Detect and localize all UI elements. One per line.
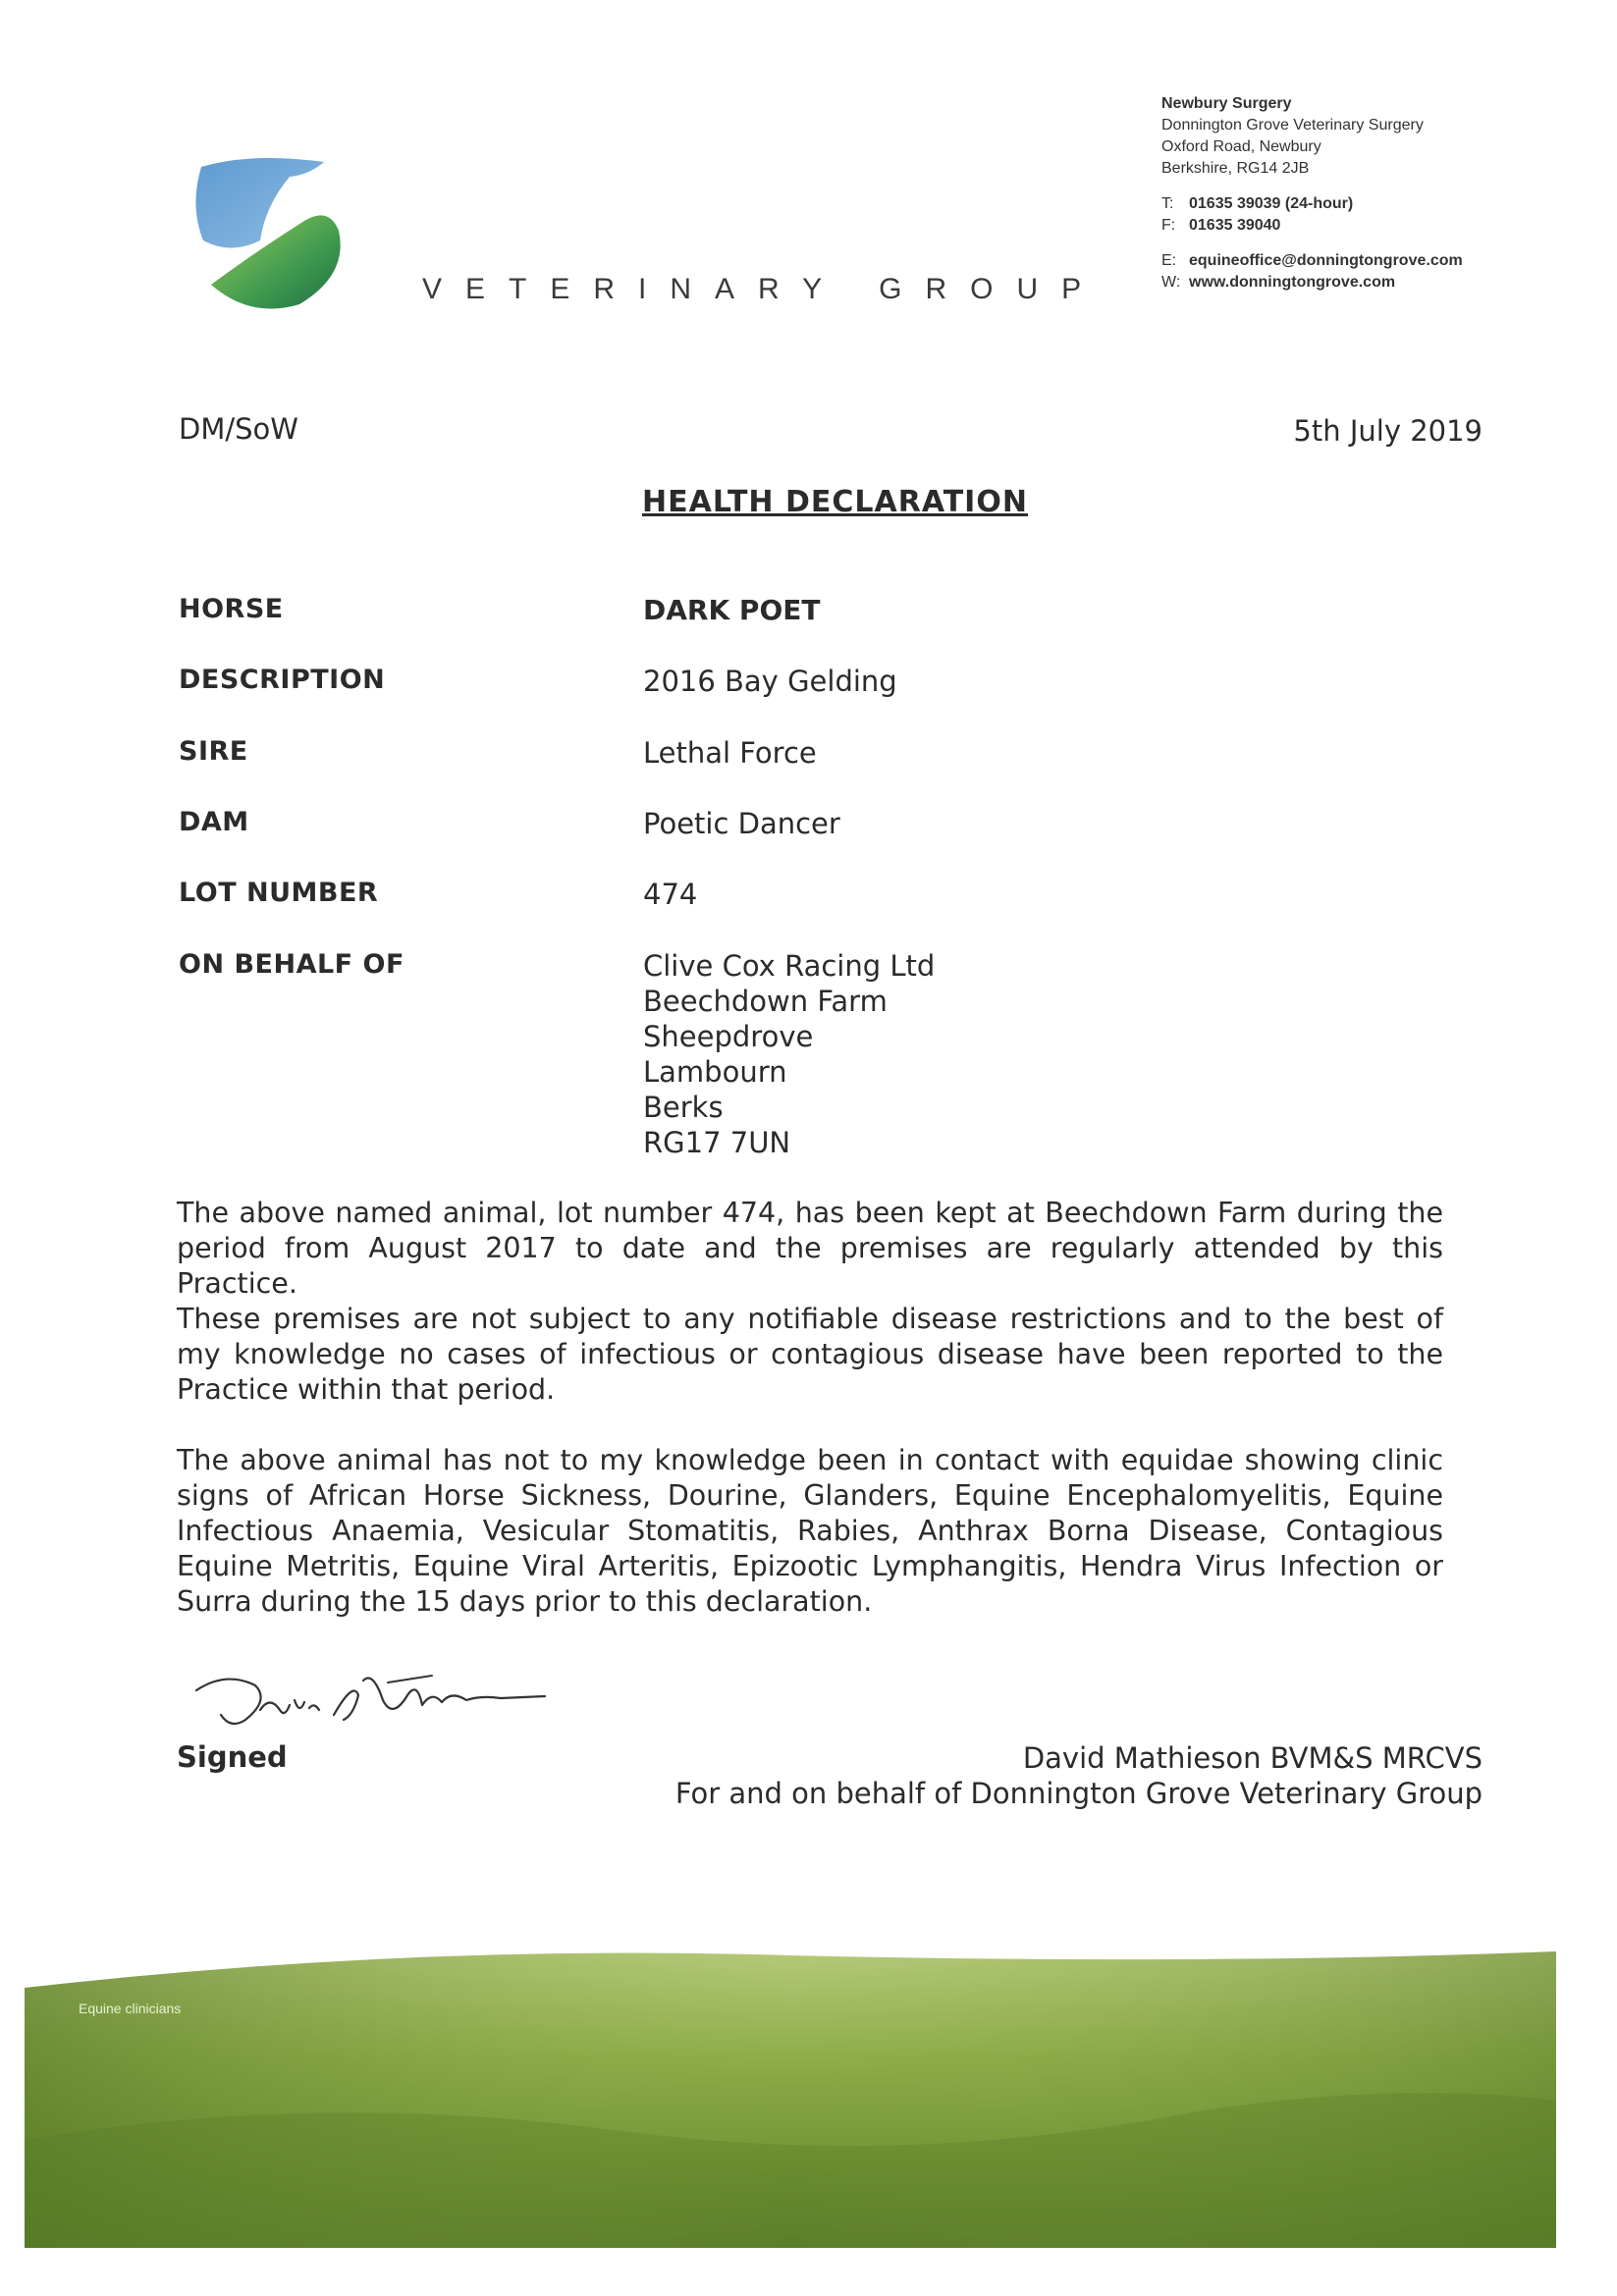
field-label-on-behalf-of: ON BEHALF OF <box>179 949 404 980</box>
field-label-description: DESCRIPTION <box>179 665 386 695</box>
website: W: www.donningtongrove.com <box>1161 274 1396 291</box>
body-paragraph-3: The above animal has not to my knowledge been in contact with equidae showing clinic signs of African Horse Sickness, Dourine, Glanders, Equine Encephalomyelitis, Equine Infectious Anaemia, Vesicular Stomatitis, Rabies, Anthrax Borna Disease, Contagious Equine Metritis, Equine Viral Arteritis, Epizootic Lymphangitis, Hendra Virus Infection or Surra during the 15 days prior to this declaration. <box>177 1444 1443 1618</box>
address-line: Sheepdrove <box>643 1020 814 1053</box>
field-value-description: 2016 Bay Gelding <box>643 665 897 698</box>
address-line: RG17 7UN <box>643 1126 791 1159</box>
address-line: Berks <box>643 1091 724 1124</box>
field-label-horse: HORSE <box>179 594 284 624</box>
signer-block <box>675 1740 1482 1811</box>
field-value-on-behalf-of <box>643 948 935 1160</box>
signed-label: Signed <box>177 1740 288 1774</box>
address-line: Berkshire, RG14 2JB <box>1161 160 1310 177</box>
practice-address <box>1161 93 1463 294</box>
fax: F: 01635 39040 <box>1161 217 1281 234</box>
address-line: Oxford Road, Newbury <box>1161 138 1321 155</box>
field-label-lot-number: LOT NUMBER <box>179 878 379 908</box>
footer-caption: Equine clinicians <box>79 2001 182 2016</box>
brand-tagline: VETERINARY GROUP <box>422 273 1105 305</box>
field-value-sire: Lethal Force <box>643 736 817 770</box>
field-value-dam: Poetic Dancer <box>643 807 840 840</box>
letter-date: 5th July 2019 <box>1293 414 1482 448</box>
body-paragraph-2: These premises are not subject to any notifiable disease restrictions and to the best of my knowledge no cases of infectious or contagious disease have been reported to the Practice within that period. <box>177 1303 1443 1406</box>
footer-banner <box>25 1944 1556 2248</box>
surgery-name: Newbury Surgery <box>1161 95 1292 112</box>
reference: DM/SoW <box>179 412 298 446</box>
signer-organisation: For and on behalf of Donnington Grove Veterinary Group <box>674 1777 1482 1810</box>
page-title: HEALTH DECLARATION <box>642 485 1028 519</box>
address-line: Clive Cox Racing Ltd <box>643 949 936 983</box>
logo-icon <box>191 147 358 319</box>
field-value-lot-number: 474 <box>643 878 698 911</box>
email: E: equineoffice@donningtongrove.com <box>1161 252 1463 269</box>
field-label-dam: DAM <box>179 807 249 837</box>
signer-name: David Mathieson BVM&S MRCVS <box>1022 1741 1482 1775</box>
address-line: Lambourn <box>643 1055 787 1089</box>
address-line: Donnington Grove Veterinary Surgery <box>1161 117 1424 133</box>
signature <box>187 1661 550 1739</box>
field-label-sire: SIRE <box>179 736 248 767</box>
telephone: T: 01635 39039 (24-hour) <box>1161 195 1354 212</box>
field-value-horse: DARK POET <box>643 594 821 626</box>
address-line: Beechdown Farm <box>643 985 888 1018</box>
body-paragraph-1: The above named animal, lot number 474, has been kept at Beechdown Farm during the period from August 2017 to date and the premises are regularly attended by this Practice. <box>177 1197 1443 1300</box>
